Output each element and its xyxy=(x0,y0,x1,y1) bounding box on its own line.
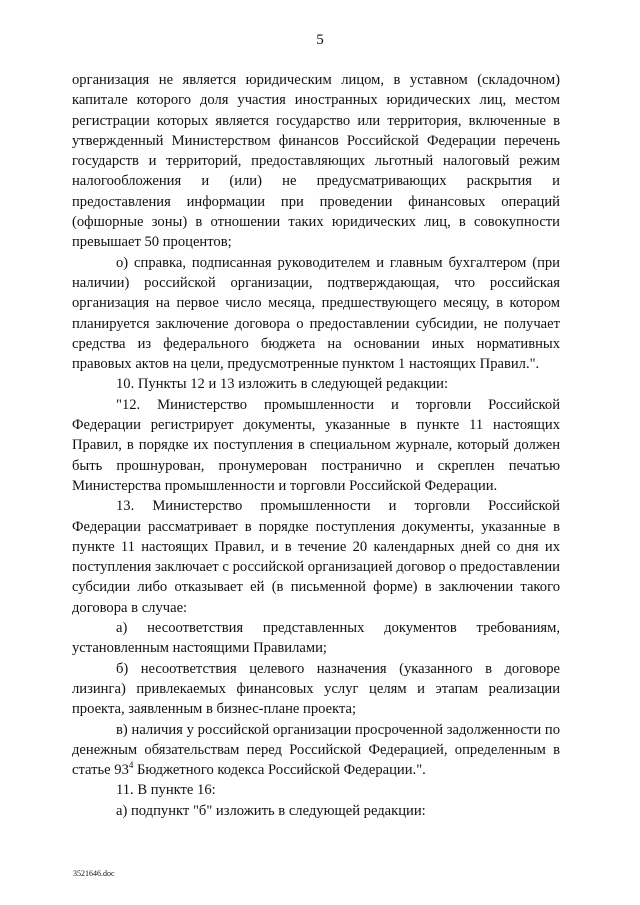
paragraph-text: в) наличия у российской организации просроченной задолженности по денежным обязательствам перед Российской Федерацией, определенным в статье 93 xyxy=(72,721,560,779)
paragraph: а) несоответствия представленных документов требованиям, установленным настоящими Правилами; xyxy=(72,620,560,657)
footer-filename: 3521646.doc xyxy=(73,869,115,878)
superscript: 4 xyxy=(128,760,134,771)
paragraph: а) подпункт "б" изложить в следующей редакции: xyxy=(116,802,426,819)
paragraph: "12. Министерство промышленности и торговли Российской Федерации регистрирует документы, указанные в пункте 11 настоящих Правил, в порядке их поступления в специальном журнале, который должен быть прошнурован, пронумерован постранично и скреплен печатью Министерства промышленности и торговли Российской Федерации. xyxy=(72,396,560,494)
paragraph: о) справка, подписанная руководителем и главным бухгалтером (при наличии) российской организации, подтверждающая, что российская организация на первое число месяца, предшествующего месяцу, в котором планируется заключение договора о предоставлении субсидии, не получает средства из федерального бюджета на основании иных нормативных правовых актов на цели, предусмотренные пунктом 1 настоящих Правил.". xyxy=(72,254,560,373)
paragraph: 11. В пункте 16: xyxy=(116,782,216,799)
paragraph: б) несоответствия целевого назначения (указанного в договоре лизинга) привлекаемых финансовых услуг целям и этапам реализации проекта, заявленным в бизнес-плане проекта; xyxy=(72,660,560,718)
paragraph: 10. Пункты 12 и 13 изложить в следующей редакции: xyxy=(116,376,449,393)
paragraph: 13. Министерство промышленности и торговли Российской Федерации рассматривает в порядке поступления документы, указанные в пункте 11 настоящих Правил, и в течение 20 календарных дней со дня их поступления заключает с российской организацией договор о предоставлении субсидии либо отказывает ей (в письменной форме) в заключении такого договора в случае: xyxy=(72,498,560,616)
page-number: 5 xyxy=(316,32,324,48)
paragraph-with-superscript xyxy=(72,720,560,781)
document-body xyxy=(72,70,560,821)
paragraph-tail: Бюджетного кодекса Российской Федерации.". xyxy=(133,762,426,779)
paragraph: организация не является юридическим лицом, в уставном (складочном) капитале которого доля участия иностранных юридических лиц, местом регистрации которых является государство или территория, включенные в утвержденный Министерством финансов Российской Федерации перечень государств и территорий, предоставляющих льготный налоговый режим налогообложения и (или) не предусматривающих раскрытия и предоставления информации при проведении финансовых операций (офшорные зоны) в отношении таких юридических лиц, в совокупности превышает 50 процентов; xyxy=(72,72,560,251)
